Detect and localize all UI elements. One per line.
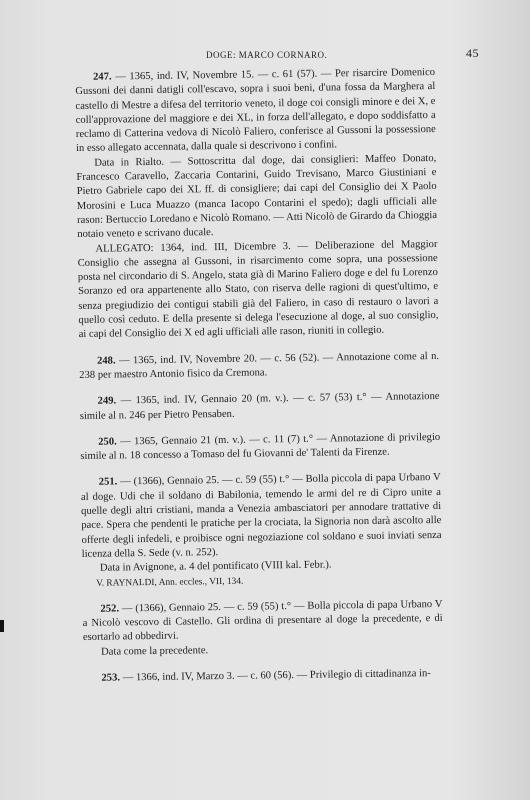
entry-251 — [81, 471, 443, 590]
entry-head: — 1365, ind. IV, Novembre 15. — c. 61 (57). — — [111, 68, 332, 83]
entry-text: Annotazione come al n. 238 per maestro Antonio fisico da Cremona. — [79, 350, 440, 381]
entry-text: Per risarcire Domenico Gussoni dei danni datigli coll'escavo, sopra i suoi beni, d'una fossa da Marghera al castello di Mestre a difesa del territorio veneto, il doge coi consigli minore e dei X, e coll'approvazione del maggiore e dei XL, in forza dell'allegato, e dopo soddisfatto a reclamo di Catterina vedova di Nicolò Faliero, conferisce al Gussoni la possessione in esso allegato accennata, dalla quale si descrivono i confini. — [75, 66, 436, 155]
entry-head: — 1365, Gennaio 21 (m. v.). — c. 11 (7) t.° — — [116, 433, 328, 448]
entry-head-paragraph — [80, 431, 440, 465]
entry-paragraph: Data come la precedente. — [101, 644, 209, 658]
entry-number: 251. — [98, 476, 118, 489]
entry-text: Annotazione di privilegio simile al n. 18 concesso a Tomaso del fu Giovanni de' Talenti da Firenze. — [80, 431, 441, 463]
entry-text: Privilegio di cittadinanza in- — [309, 668, 431, 681]
entry-head-paragraph — [75, 66, 436, 157]
entry-text: Bolla piccola di papa Urbano V al doge. Udi che il soldano di Babilonia, temendo le armi del re di Cipro unite a quelle degli altri cristiani, manda a Venezia ambasciatori per annodare trattative di pace. Spera che pendenti le pratiche per la crociata, la Signoria non darà ascolto alle offerte degli infedeli, e proibisce ogni negoziazione col soldano e suoi inviati senza licenza della S. Sede (v. n. 252). — [80, 472, 442, 560]
running-title: DOGE: MARCO CORNARO. — [206, 50, 328, 60]
entry-number: 252. — [100, 603, 120, 615]
entry-number: 249. — [97, 395, 117, 407]
entry-number: 253. — [101, 672, 121, 684]
binding-mark — [0, 620, 4, 632]
entry-247 — [75, 66, 439, 343]
page-body — [75, 66, 444, 698]
page-number: 45 — [466, 46, 479, 60]
entry-head-paragraph — [80, 390, 440, 424]
entry-number: 250. — [98, 436, 117, 448]
entry-head-paragraph — [83, 667, 443, 686]
entry-number: 247. — [93, 71, 112, 83]
entry-head: — (1366), Gennaio 25. — c. 59 (55) t.° — — [117, 474, 303, 488]
entry-paragraph: Data in Avignone, a. 4 del pontificato (VIII kal. Febr.). — [99, 559, 332, 574]
entry-253 — [83, 667, 443, 686]
entry-paragraph: Data in Rialto. — Sottoscritta dal doge, dai consiglieri: Maffeo Donato, Francesco Caravello, Zaccaria Contarini, Guido Trevisano, Marco Giustiniani e Pietro Gabriele capo dei XL ff. di consigliere; dai capi del Consiglio dei X Paolo Morosini e Luca Muazzo (manca Iacopo Contarini el spedo); dagli ufficiali alle rason: Bertuccio Loredano e Nicolò Romano. — Atti Nicolò de Girardo da Chioggia notaio veneto e scrivano ducale. — [76, 152, 438, 241]
entry-number: 248. — [96, 355, 116, 367]
entry-head-paragraph — [81, 471, 442, 562]
entry-head: — 1366, ind. IV, Marzo 3. — c. 60 (56). — — [119, 669, 308, 684]
entry-head: — 1365, ind. IV, Gennaio 20 (m. v.). — c. 57 (53) t.° — — [116, 391, 382, 407]
entry-paragraph: ALLEGATO: 1364, ind. III, Dicembre 3. — Deliberazione del Maggior Consiglio che assegna al Gussoni, in risarcimento come sopra, una possessione posta nel circondario di S. Angelo, stata già di Marino Faliero doge e del fu Lorenzo Soranzo ed ora appartenente allo Stato, con riserva delle ragioni di quest'ultimo, e senza pregiudizio dei contigui stabili già del Faliero, in caso di restauro o lavori a quello così ceduto. E della presente si delega l'esecuzione al doge, al suo consiglio, ai capi del Consiglio dei X ed agli ufficiali alle rason, riuniti in collegio. — [77, 238, 439, 341]
entry-head: — 1365, ind. IV, Novembre 20. — c. 56 (52). — — [115, 352, 334, 367]
entry-head-paragraph — [79, 350, 439, 384]
entry-text: Bolla piccola di papa Urbano V a Nicolò vescovo di Castello. Gli ordina di presentare al doge la precedente, e di esortarlo ad obbedirvi. — [82, 598, 443, 644]
entry-249 — [80, 390, 440, 424]
entry-text: Annotazione simile al n. 246 per Pietro Pensaben. — [79, 391, 440, 422]
entry-head: — (1366), Gennaio 25. — c. 59 (55) t.° — — [118, 600, 305, 615]
entry-248 — [79, 350, 439, 384]
entry-head-paragraph — [82, 598, 443, 646]
bibliographic-reference: V. RAYNALDI, Ann. eccles., VII, 134. — [96, 576, 244, 589]
entry-250 — [80, 431, 440, 465]
entry-252 — [82, 598, 443, 660]
